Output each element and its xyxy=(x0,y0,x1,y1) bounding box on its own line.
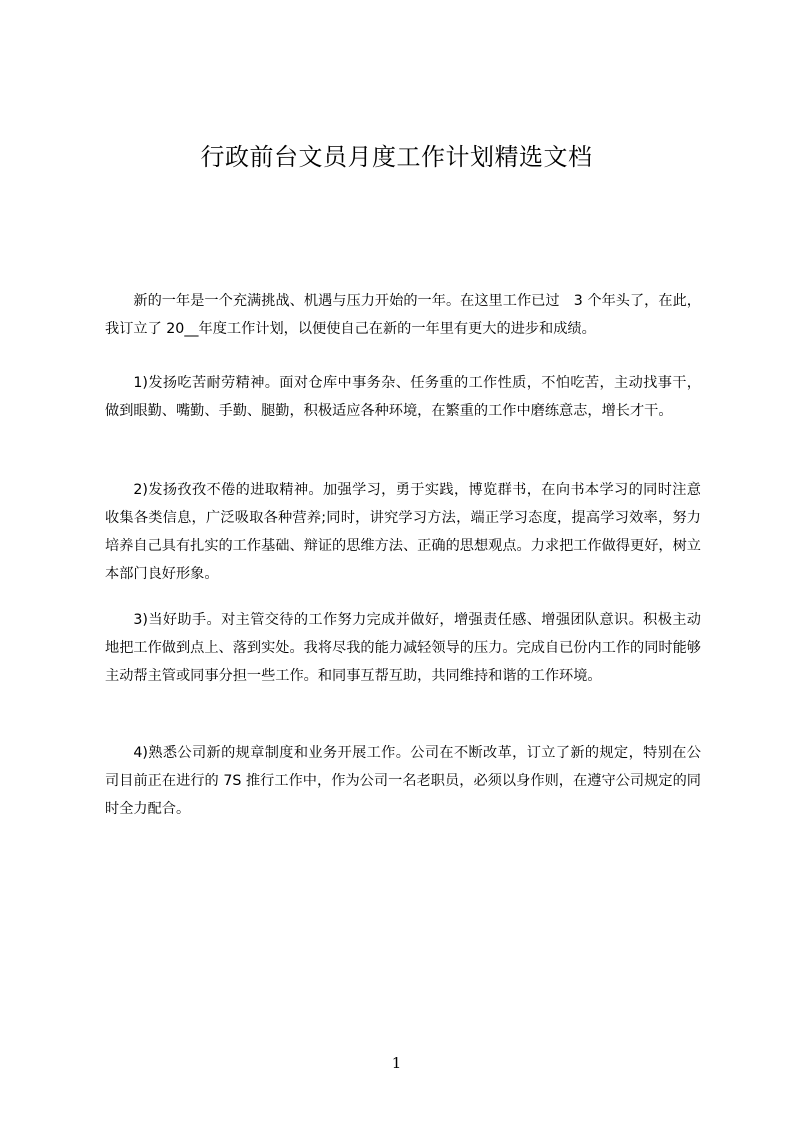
intro-paragraph: 新的一年是一个充满挑战、机遇与压力开始的一年。在这里工作已过 3 个年头了，在此，我订立了 20__年度工作计划，以便使自己在新的一年里有更大的进步和成绩。 xyxy=(105,293,701,337)
plan-item-4-paragraph: 4)熟悉公司新的规章制度和业务开展工作。公司在不断改革，订立了新的规定，特别在公司目前正在进行的 7S 推行工作中，作为公司一名老职员，必须以身作则，在遵守公司规定的同时全力配合。 xyxy=(105,745,701,817)
page-number: 1 xyxy=(391,1054,402,1072)
plan-item-1-paragraph: 1)发扬吃苦耐劳精神。面对仓库中事务杂、任务重的工作性质，不怕吃苦，主动找事干，做到眼勤、嘴勤、手勤、腿勤，积极适应各种环境，在繁重的工作中磨练意志，增长才干。 xyxy=(105,375,701,419)
plan-item-3-paragraph: 3)当好助手。对主管交待的工作努力完成并做好，增强责任感、增强团队意识。积极主动地把工作做到点上、落到实处。我将尽我的能力减轻领导的压力。完成自已份内工作的同时能够主动帮主管或同事分担一些工作。和同事互帮互助，共同维持和谐的工作环境。 xyxy=(105,612,701,684)
plan-item-2-paragraph: 2)发扬孜孜不倦的进取精神。加强学习，勇于实践，博览群书，在向书本学习的同时注意收集各类信息，广泛吸取各种营养;同时，讲究学习方法，端正学习态度，提高学习效率，努力培养自己具有扎实的工作基础、辩证的思维方法、正确的思想观点。力求把工作做得更好，树立本部门良好形象。 xyxy=(105,482,701,582)
document-title: 行政前台文员月度工作计划精选文档 xyxy=(200,143,593,171)
